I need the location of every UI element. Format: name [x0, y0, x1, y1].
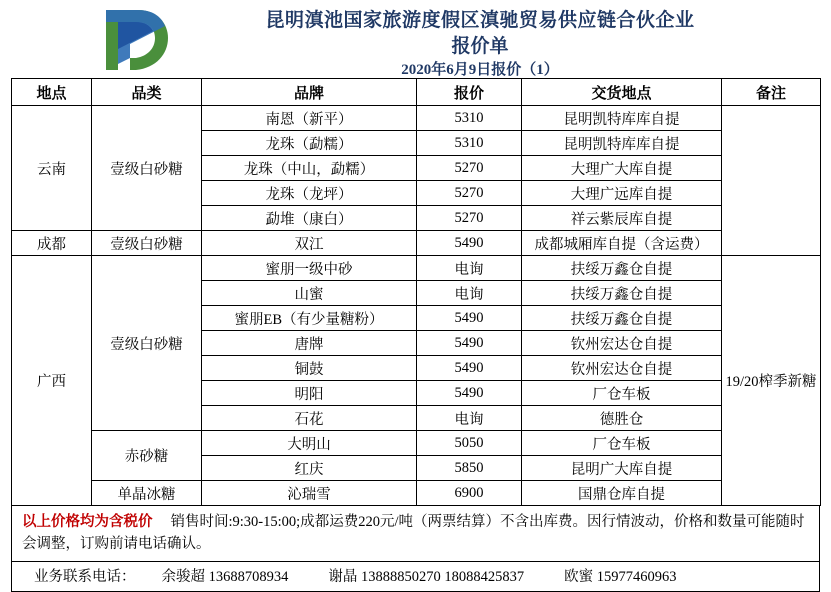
- quote-date: 2020年6月9日报价（1）: [401, 62, 559, 78]
- cell-delivery: 扶绥万鑫仓自提: [522, 306, 722, 331]
- cell-price: 电询: [417, 406, 522, 431]
- title-block: [180, 8, 780, 80]
- contact-person-3: 欧蜜 15977460963: [564, 569, 677, 585]
- cell-price: 5310: [417, 131, 522, 156]
- notice-highlight: 以上价格均为含税价: [22, 514, 153, 530]
- cell-price: 电询: [417, 256, 522, 281]
- cell-price: 5270: [417, 156, 522, 181]
- cell-note: 19/20榨季新糖: [722, 256, 821, 506]
- cell-brand: 蜜朋EB（有少量糖粉）: [202, 306, 417, 331]
- cell-brand: 大明山: [202, 431, 417, 456]
- cell-price: 5270: [417, 181, 522, 206]
- column-header-place: 地点: [12, 79, 92, 106]
- cell-price: 5270: [417, 206, 522, 231]
- cell-delivery: 国鼎仓库自提: [522, 481, 722, 506]
- cell-place: 云南: [12, 106, 92, 231]
- cell-delivery: 成都城厢库自提（含运费）: [522, 231, 722, 256]
- cell-brand: 龙珠（龙坪）: [202, 181, 417, 206]
- table-row: [12, 431, 821, 456]
- cell-price: 5850: [417, 456, 522, 481]
- cell-delivery: 昆明凯特库库自提: [522, 131, 722, 156]
- cell-kind: 壹级白砂糖: [92, 106, 202, 231]
- cell-delivery: 厂仓车板: [522, 381, 722, 406]
- cell-price: 5490: [417, 331, 522, 356]
- quotation-table: [11, 78, 821, 506]
- contact-person-1: 余骏超 13688708934: [161, 569, 289, 585]
- notice-text: 销售时间:9:30-15:00;成都运费220元/吨（两票结算）不含出库费。因行情波动，价格和数量可能随时会调整，订购前请电话确认。: [22, 514, 805, 552]
- table-row: [12, 256, 821, 281]
- column-header-kind: 品类: [92, 79, 202, 106]
- cell-place: 成都: [12, 231, 92, 256]
- cell-delivery: 大理广大库自提: [522, 156, 722, 181]
- cell-brand: 沁瑞雪: [202, 481, 417, 506]
- cell-brand: 山蜜: [202, 281, 417, 306]
- page-subtitle: 报价单: [451, 36, 509, 57]
- cell-kind: 壹级白砂糖: [92, 256, 202, 431]
- cell-brand: 铜鼓: [202, 356, 417, 381]
- cell-delivery: 德胜仓: [522, 406, 722, 431]
- table-row: [12, 231, 821, 256]
- cell-brand: 龙珠（勐糯）: [202, 131, 417, 156]
- column-header-delivery: 交货地点: [522, 79, 722, 106]
- column-header-price: 报价: [417, 79, 522, 106]
- cell-place: 广西: [12, 256, 92, 506]
- cell-delivery: 钦州宏达仓自提: [522, 356, 722, 381]
- cell-kind: 单晶冰糖: [92, 481, 202, 506]
- table-row: [12, 481, 821, 506]
- cell-brand: 红庆: [202, 456, 417, 481]
- contact-person-2: 谢晶 13888850270 18088425837: [328, 569, 525, 585]
- cell-price: 5490: [417, 356, 522, 381]
- cell-brand: 明阳: [202, 381, 417, 406]
- column-header-note: 备注: [722, 79, 821, 106]
- cell-brand: 双江: [202, 231, 417, 256]
- cell-price: 5050: [417, 431, 522, 456]
- cell-brand: 龙珠（中山，勐糯）: [202, 156, 417, 181]
- table-header-row: [12, 79, 821, 106]
- cell-delivery: 扶绥万鑫仓自提: [522, 256, 722, 281]
- cell-price: 5310: [417, 106, 522, 131]
- cell-price: 电询: [417, 281, 522, 306]
- cell-note: [722, 106, 821, 256]
- cell-price: 5490: [417, 306, 522, 331]
- cell-price: 5490: [417, 231, 522, 256]
- cell-delivery: 昆明凯特库库自提: [522, 106, 722, 131]
- cell-brand: 蜜朋一级中砂: [202, 256, 417, 281]
- document-header: [0, 0, 831, 78]
- contact-block: [11, 562, 820, 592]
- cell-kind: 壹级白砂糖: [92, 231, 202, 256]
- cell-delivery: 钦州宏达仓自提: [522, 331, 722, 356]
- cell-price: 6900: [417, 481, 522, 506]
- cell-kind: 赤砂糖: [92, 431, 202, 481]
- cell-price: 5490: [417, 381, 522, 406]
- cell-delivery: 大理广远库自提: [522, 181, 722, 206]
- notice-block: [11, 506, 820, 562]
- cell-brand: 石花: [202, 406, 417, 431]
- cell-brand: 勐堆（康白）: [202, 206, 417, 231]
- page-title: 昆明滇池国家旅游度假区滇驰贸易供应链合伙企业: [265, 10, 695, 31]
- cell-delivery: 祥云紫辰库自提: [522, 206, 722, 231]
- table-row: [12, 106, 821, 131]
- column-header-brand: 品牌: [202, 79, 417, 106]
- company-logo: [96, 6, 172, 74]
- cell-delivery: 昆明广大库自提: [522, 456, 722, 481]
- cell-delivery: 扶绥万鑫仓自提: [522, 281, 722, 306]
- cell-brand: 唐牌: [202, 331, 417, 356]
- cell-delivery: 厂仓车板: [522, 431, 722, 456]
- contact-label: 业务联系电话：: [34, 569, 136, 585]
- cell-brand: 南恩（新平）: [202, 106, 417, 131]
